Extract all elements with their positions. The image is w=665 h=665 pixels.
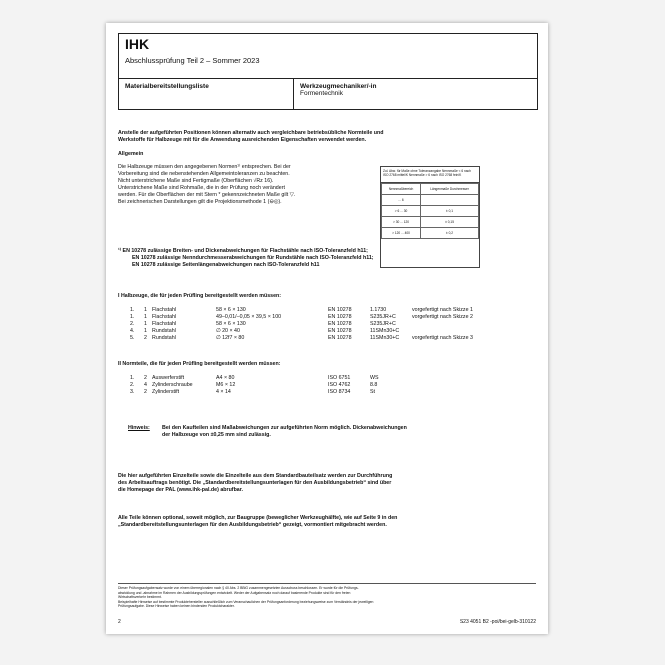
allgemein-heading: Allgemein [118, 151, 144, 157]
tolerance-col2: Längenmaße Durchmesser [421, 184, 479, 195]
list-item: 5. 2 Rundstahl ∅ 12f7 × 80 EN 10278 11SMn30+C vorgefertigt nach Skizze 3 [130, 335, 473, 342]
list-item: 1. 2 Auswerferstift A4 × 80 ISO 6751 WS [130, 375, 379, 381]
footer-disclaimer: Dieser Prüfungsaufgabensatz wurde von einem überregionalen nach § 40 Abs. 2 BBiG zusammengesetzten Ausschuss beschlossen. Er wurde für die Prüfungs- abwicklung und -abnahme im Rahmen der Ausbildungsprüfungen entwickelt. Weder der Aufgabensatz noch darauf basierende Produkte sind für den freien Wirtschaftsverkehr bestimmt. Beispielhafte Hinweise auf bestimmte Produktehersteller ausschließlich zum Veranschaulichen der Prüfungsanforderung beziehungsweise zum Verständnis der jeweiligen Prüfungsaufgabe. Diese Hinweise haben keinen bindenden Produktcharakter. [118, 583, 536, 609]
section1-list [130, 307, 473, 342]
list-item: 1. 1 Flachstahl 58 × 6 × 130 EN 10278 1.1730 vorgefertigt nach Skizze 1 [130, 307, 473, 313]
doc-title: Materialbereitstellungsliste [119, 79, 294, 109]
hinweis-label: Hinweis: [128, 425, 150, 431]
paragraph-1: Die hier aufgeführten Einzelteile sowie die Einzelteile aus dem Standardbauteilsatz werden zur Durchführung des Arbeitsauftrags benötigt. Die „Standardbereitstellungsunterlagen für den Ausbildungsbetrieb“ sind über die Homepage der PAL (www.ihk-pal.de) abrufbar. [118, 473, 393, 494]
org-name: IHK [125, 36, 150, 52]
tolerance-note: Zul. Abw. für Maße ohne Toleranzangabe Nennmaße < 6 nach ISO 2768 mittel/K Nennmaße > 6 nach ISO 2768 fein/K [381, 167, 479, 183]
section1-heading: I Halbzeuge, die für jeden Prüfling bereitgestellt werden müssen: [118, 293, 282, 299]
list-item: 4. 1 Rundstahl ∅ 20 × 40 EN 10278 11SMn30+C [130, 328, 400, 335]
hinweis: Hinweis: Bei den Kaufteilen sind Maßabweichungen zur aufgeführten Norm möglich. Dickenabweichungen der Halbzeuge von ±0,25 mm sind zulässig. [128, 425, 407, 439]
section2-list [130, 375, 379, 396]
allgemein-text: Die Halbzeuge müssen den angegebenen Normen¹⁾ entsprechen. Bei der Vorbereitung sind die nebenstehenden Allgemeintoleranzen zu beachten. Nicht unterstrichene Maße sind Fertigmaße (Oberflächen √Rz 16). Unterstrichene Maße sind Rohmaße, die in der Prüfung noch verändert werden. Für die Oberflächen der mit Stern * gekennzeichneten Maße gilt ▽. Bei zeichnerischen Darstellungen gilt die Projektionsmethode 1 (⊖◎). [118, 164, 296, 206]
list-item: 1. 1 Flachstahl 49–0,01/–0,05 × 39,5 × 100 EN 10278 S235JR+C vorgefertigt nach Skizze 2 [130, 314, 473, 321]
norm-footnote: ¹⁾ EN 10278 zulässige Breiten- und Dickenabweichungen für Flachstähle nach ISO-Toleranzfeld h11; EN 10278 zulässige Nenndurchmesserabweichungen für Rundstähle nach ISO-Toleranzfeld h11; EN 10278 zulässige Seitenlängenabweichungen nach ISO-Toleranzfeld h11 [118, 248, 374, 269]
document-page [106, 23, 548, 634]
tolerance-table: Zul. Abw. für Maße ohne Toleranzangabe Nennmaße < 6 nach ISO 2768 mittel/K Nennmaße > 6 nach ISO 2768 fein/K Nennmaßbereich Längenmaße Durchmesser ... 6 > 6 ... 30 ± 0,1 > 30 ... 120 ± 0,15 > 120 ... 400 ± 0,2 [380, 166, 480, 268]
tolerance-col1: Nennmaßbereich [382, 184, 421, 195]
job-title: Werkzeugmechaniker/-in [300, 83, 377, 90]
page-number: 2 [118, 619, 121, 625]
document-code: S23 4051 B2 -poi/bei-gelb-310122 [459, 619, 536, 625]
exam-name: Abschlussprüfung Teil 2 – Sommer 2023 [125, 56, 260, 65]
specialty: Formentechnik [300, 90, 343, 97]
list-item: 2. 1 Flachstahl 58 × 6 × 130 EN 10278 S235JR+C [130, 321, 396, 328]
section2-heading: II Normteile, die für jeden Prüfling bereitgestellt werden müssen: [118, 361, 281, 367]
intro-text: Anstelle der aufgeführten Positionen können alternativ auch vergleichbare betriebsübliche Normteile und Werkstoffe für Halbzeuge mit für die Anwendung ausreichenden Eigenschaften verwendet werden. [118, 130, 384, 144]
header-box [118, 33, 538, 110]
list-item: 2. 4 Zylinderschraube M6 × 12 ISO 4762 8.8 [130, 382, 378, 389]
paragraph-2: Alle Teile können optional, soweit möglich, zur Baugruppe (beweglicher Werkzeughälfte), wie auf Seite 9 in den „Standardbereitstellungsunterlagen für den Ausbildungsbetrieb“ gezeigt, vormontiert mitgebracht werden. [118, 515, 398, 529]
list-item: 3. 2 Zylinderstift 4 × 14 ISO 8734 St [130, 389, 376, 396]
